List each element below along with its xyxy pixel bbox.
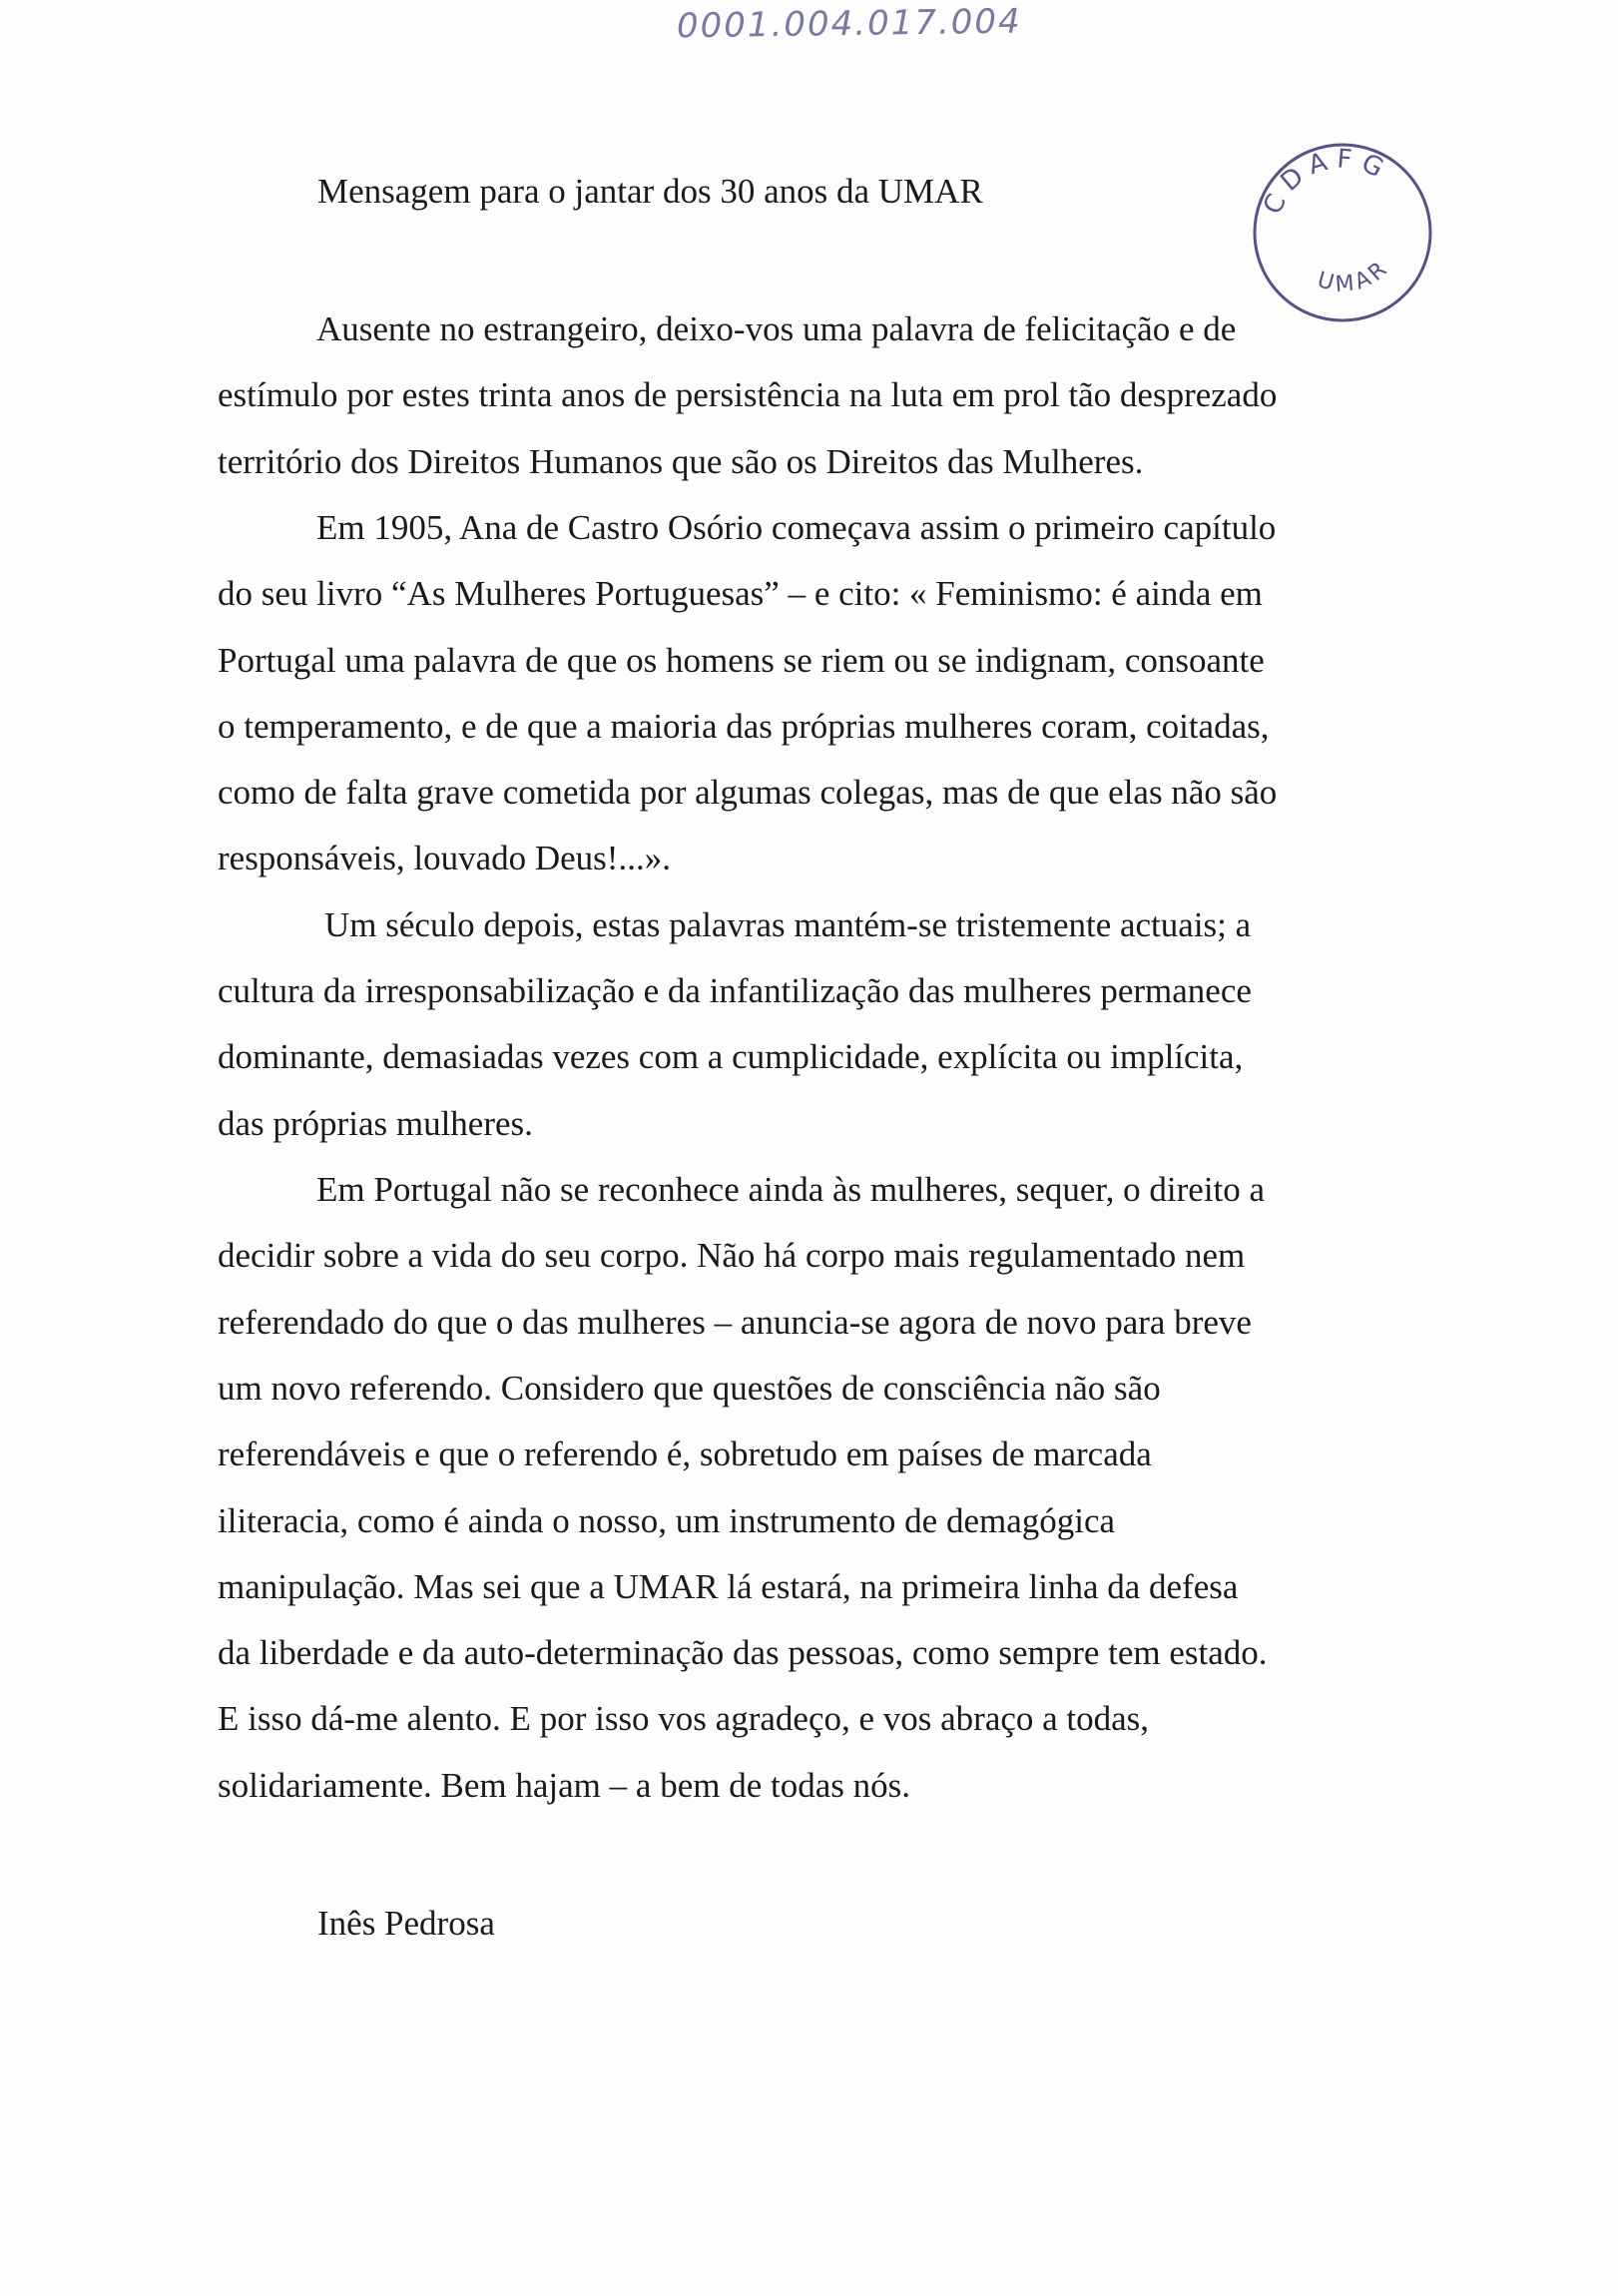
body-line: dominante, demasiadas vezes com a cumplicidade, explícita ou implícita,	[218, 1037, 1244, 1076]
body-line: E isso dá-me alento. E por isso vos agradeço, e vos abraço a todas,	[218, 1699, 1150, 1738]
svg-text:UMAR	[1315, 255, 1394, 297]
body-line: Em Portugal não se reconhece ainda às mulheres, sequer, o direito a	[316, 1170, 1266, 1209]
body-line: iliteracia, como é ainda o nosso, um instrumento de demagógica	[218, 1501, 1116, 1540]
body-line: da liberdade e da auto-determinação das pessoas, como sempre tem estado.	[218, 1633, 1268, 1672]
body-line: um novo referendo. Considero que questões de consciência não são	[218, 1369, 1161, 1408]
body-line: cultura da irresponsabilização e da infantilização das mulheres permanece	[218, 971, 1252, 1010]
stamp-top-text: CDAFG	[1258, 144, 1395, 220]
body-line: Um século depois, estas palavras mantém-se tristemente actuais; a	[324, 905, 1252, 944]
body-line: território dos Direitos Humanos que são os Direitos das Mulheres.	[218, 442, 1144, 481]
body-line: referendáveis e que o referendo é, sobretudo em países de marcada	[218, 1435, 1152, 1473]
body-line: do seu livro “As Mulheres Portuguesas” – e cito: « Feminismo: é ainda em	[218, 574, 1263, 613]
body-line: estímulo por estes trinta anos de persistência na luta em prol tão desprezado	[218, 375, 1278, 414]
body-line: o temperamento, e de que a maioria das próprias mulheres coram, coitadas,	[218, 707, 1270, 746]
letter-title: Mensagem para o jantar dos 30 anos da UMAR	[317, 172, 983, 211]
signature: Inês Pedrosa	[317, 1904, 495, 1943]
body-line: decidir sobre a vida do seu corpo. Não há corpo mais regulamentado nem	[218, 1236, 1246, 1275]
body-line: manipulação. Mas sei que a UMAR lá estará, na primeira linha da defesa	[218, 1567, 1239, 1606]
body-line: como de falta grave cometida por algumas colegas, mas de que elas não são	[218, 773, 1278, 812]
umar-stamp	[1248, 138, 1437, 327]
archive-code: 0001.004.017.004	[676, 1, 1022, 47]
stamp-bottom-text: UMAR	[1314, 255, 1395, 298]
body-line: das próprias mulheres.	[218, 1104, 533, 1143]
body-line: responsáveis, louvado Deus!...».	[218, 839, 671, 877]
body-line: Em 1905, Ana de Castro Osório começava assim o primeiro capítulo	[316, 508, 1277, 547]
body-line: Ausente no estrangeiro, deixo-vos uma palavra de felicitação e de	[316, 309, 1237, 348]
body-line: solidariamente. Bem hajam – a bem de todas nós.	[218, 1766, 910, 1805]
svg-text:CDAFG	[1258, 144, 1395, 219]
body-line: referendado do que o das mulheres – anuncia-se agora de novo para breve	[218, 1303, 1252, 1342]
body-line: Portugal uma palavra de que os homens se riem ou se indignam, consoante	[218, 641, 1265, 680]
